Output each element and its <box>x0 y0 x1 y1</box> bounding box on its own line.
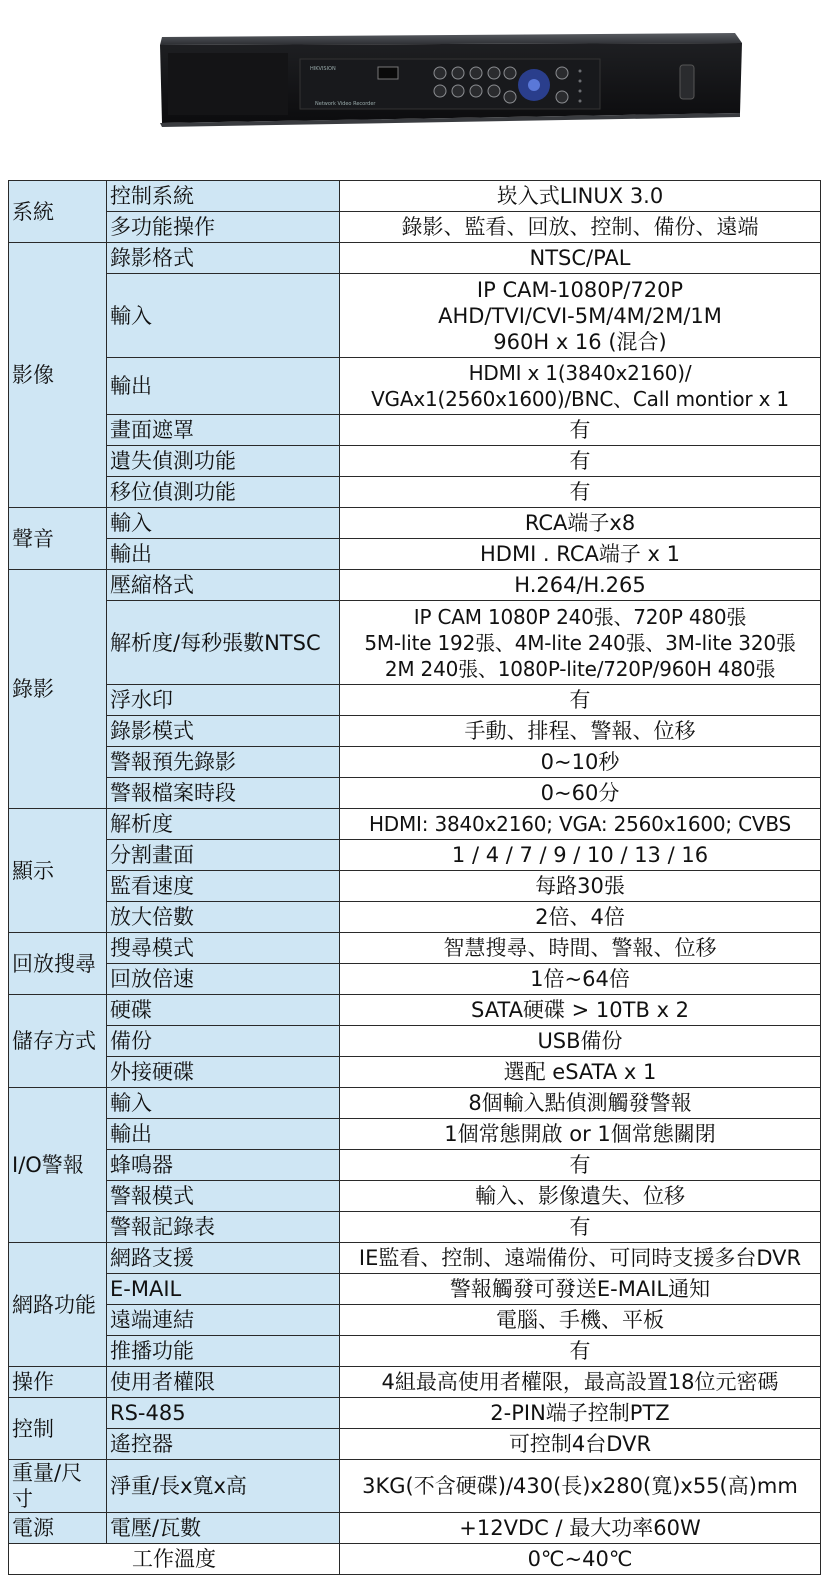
spec-row <box>9 933 821 964</box>
spec-category: 工作溫度 <box>9 1544 340 1575</box>
spec-value: 0~10秒 <box>340 747 821 778</box>
spec-value: IP CAM-1080P/720P AHD/TVI/CVI-5M/4M/2M/1M 960H x 16 (混合) <box>340 274 821 358</box>
spec-row <box>9 477 821 508</box>
spec-row <box>9 1544 821 1575</box>
spec-row <box>9 358 821 415</box>
spec-row <box>9 1088 821 1119</box>
spec-value: 警報觸發可發送E-MAIL通知 <box>340 1274 821 1305</box>
spec-item: 網路支援 <box>107 1243 340 1274</box>
spec-value: 有 <box>340 1336 821 1367</box>
spec-item: 輸入 <box>107 274 340 358</box>
spec-item: 監看速度 <box>107 871 340 902</box>
spec-category: 網路功能 <box>9 1243 107 1367</box>
spec-item: 解析度 <box>107 809 340 840</box>
spec-item: 輸入 <box>107 508 340 539</box>
spec-category: 聲音 <box>9 508 107 570</box>
spec-row <box>9 995 821 1026</box>
spec-item: 推播功能 <box>107 1336 340 1367</box>
spec-value: 1倍~64倍 <box>340 964 821 995</box>
spec-value: IP CAM 1080P 240張、720P 480張 5M-lite 192張、4M-lite 240張、3M-lite 320張 2M 240張、1080P-lite/720P/960H 480張 <box>340 601 821 685</box>
spec-item: 警報記錄表 <box>107 1212 340 1243</box>
brand-label: HIKVISION <box>310 66 336 72</box>
spec-row <box>9 415 821 446</box>
spec-row <box>9 840 821 871</box>
spec-row <box>9 243 821 274</box>
spec-value: HDMI: 3840x2160; VGA: 2560x1600; CVBS <box>340 809 821 840</box>
spec-value: 0~60分 <box>340 778 821 809</box>
spec-value: H.264/H.265 <box>340 570 821 601</box>
spec-category: 錄影 <box>9 570 107 809</box>
spec-value: 有 <box>340 1212 821 1243</box>
spec-value: +12VDC / 最大功率60W <box>340 1513 821 1544</box>
spec-row <box>9 1398 821 1429</box>
spec-item: 遙控器 <box>107 1429 340 1460</box>
spec-row <box>9 274 821 358</box>
spec-row <box>9 1057 821 1088</box>
spec-row <box>9 716 821 747</box>
spec-row <box>9 601 821 685</box>
spec-value: 0℃~40℃ <box>340 1544 821 1575</box>
spec-category: 重量/尺寸 <box>9 1460 107 1513</box>
spec-item: 輸出 <box>107 1119 340 1150</box>
spec-category: 操作 <box>9 1367 107 1398</box>
spec-item: 警報檔案時段 <box>107 778 340 809</box>
spec-item: 電壓/瓦數 <box>107 1513 340 1544</box>
spec-value: 選配 eSATA x 1 <box>340 1057 821 1088</box>
spec-category: I/O警報 <box>9 1088 107 1243</box>
spec-value: HDMI x 1(3840x2160)/ VGAx1(2560x1600)/BNC、Call montior x 1 <box>340 358 821 415</box>
spec-value: RCA端子x8 <box>340 508 821 539</box>
spec-value: 4組最高使用者權限，最高設置18位元密碼 <box>340 1367 821 1398</box>
spec-row <box>9 1305 821 1336</box>
spec-item: 放大倍數 <box>107 902 340 933</box>
spec-row <box>9 446 821 477</box>
spec-item: RS-485 <box>107 1398 340 1429</box>
spec-value: 8個輸入點偵測觸發警報 <box>340 1088 821 1119</box>
model-label: Network Video Recorder <box>315 101 376 107</box>
spec-row <box>9 570 821 601</box>
spec-value: 錄影、監看、回放、控制、備份、遠端 <box>340 212 821 243</box>
spec-item: 浮水印 <box>107 685 340 716</box>
spec-value: SATA硬碟 > 10TB x 2 <box>340 995 821 1026</box>
spec-item: 警報預先錄影 <box>107 747 340 778</box>
spec-item: 解析度/每秒張數NTSC <box>107 601 340 685</box>
spec-row <box>9 539 821 570</box>
spec-value: 智慧搜尋、時間、警報、位移 <box>340 933 821 964</box>
spec-item: 分割畫面 <box>107 840 340 871</box>
spec-category: 影像 <box>9 243 107 508</box>
spec-item: 搜尋模式 <box>107 933 340 964</box>
spec-item: 輸入 <box>107 1088 340 1119</box>
spec-item: 錄影模式 <box>107 716 340 747</box>
spec-value: HDMI . RCA端子 x 1 <box>340 539 821 570</box>
spec-item: 警報模式 <box>107 1181 340 1212</box>
spec-row <box>9 809 821 840</box>
spec-value: 手動、排程、警報、位移 <box>340 716 821 747</box>
spec-value: USB備份 <box>340 1026 821 1057</box>
spec-value: 有 <box>340 685 821 716</box>
spec-category: 儲存方式 <box>9 995 107 1088</box>
spec-value: 有 <box>340 446 821 477</box>
spec-category: 電源 <box>9 1513 107 1544</box>
spec-value: IE監看、控制、遠端備份、可同時支援多台DVR <box>340 1243 821 1274</box>
spec-value: 有 <box>340 477 821 508</box>
spec-category: 回放搜尋 <box>9 933 107 995</box>
spec-row <box>9 1513 821 1544</box>
spec-table <box>8 180 821 1575</box>
spec-value: 有 <box>340 415 821 446</box>
spec-category: 顯示 <box>9 809 107 933</box>
spec-row <box>9 1026 821 1057</box>
dvr-device-photo <box>150 25 750 135</box>
spec-item: 輸出 <box>107 539 340 570</box>
spec-row <box>9 1367 821 1398</box>
spec-row <box>9 871 821 902</box>
spec-value: NTSC/PAL <box>340 243 821 274</box>
spec-row <box>9 1243 821 1274</box>
spec-item: 多功能操作 <box>107 212 340 243</box>
spec-item: 外接硬碟 <box>107 1057 340 1088</box>
spec-item: 淨重/長x寬x高 <box>107 1460 340 1513</box>
spec-row <box>9 212 821 243</box>
spec-row <box>9 902 821 933</box>
spec-value: 有 <box>340 1150 821 1181</box>
spec-item: 遺失偵測功能 <box>107 446 340 477</box>
spec-row <box>9 1181 821 1212</box>
spec-item: 硬碟 <box>107 995 340 1026</box>
spec-category: 系統 <box>9 181 107 243</box>
spec-value: 1個常態開啟 or 1個常態關閉 <box>340 1119 821 1150</box>
spec-value: 可控制4台DVR <box>340 1429 821 1460</box>
spec-item: 畫面遮罩 <box>107 415 340 446</box>
spec-value: 2-PIN端子控制PTZ <box>340 1398 821 1429</box>
spec-item: 輸出 <box>107 358 340 415</box>
spec-value: 崁入式LINUX 3.0 <box>340 181 821 212</box>
spec-row <box>9 181 821 212</box>
spec-value: 每路30張 <box>340 871 821 902</box>
spec-row <box>9 1274 821 1305</box>
spec-item: 移位偵測功能 <box>107 477 340 508</box>
spec-item: 備份 <box>107 1026 340 1057</box>
spec-value: 3KG(不含硬碟)/430(長)x280(寬)x55(高)mm <box>340 1460 821 1513</box>
spec-item: E-MAIL <box>107 1274 340 1305</box>
spec-category: 控制 <box>9 1398 107 1460</box>
spec-value: 輸入、影像遺失、位移 <box>340 1181 821 1212</box>
spec-item: 壓縮格式 <box>107 570 340 601</box>
spec-row <box>9 1429 821 1460</box>
spec-value: 電腦、手機、平板 <box>340 1305 821 1336</box>
spec-row <box>9 685 821 716</box>
spec-row <box>9 508 821 539</box>
spec-value: 1 / 4 / 7 / 9 / 10 / 13 / 16 <box>340 840 821 871</box>
spec-row <box>9 964 821 995</box>
spec-item: 蜂鳴器 <box>107 1150 340 1181</box>
spec-item: 錄影格式 <box>107 243 340 274</box>
spec-row <box>9 1150 821 1181</box>
spec-row <box>9 1212 821 1243</box>
spec-row <box>9 1119 821 1150</box>
spec-row <box>9 1336 821 1367</box>
spec-row <box>9 747 821 778</box>
spec-row <box>9 778 821 809</box>
spec-item: 遠端連結 <box>107 1305 340 1336</box>
spec-row <box>9 1460 821 1513</box>
spec-item: 控制系統 <box>107 181 340 212</box>
spec-value: 2倍、4倍 <box>340 902 821 933</box>
spec-item: 回放倍速 <box>107 964 340 995</box>
spec-item: 使用者權限 <box>107 1367 340 1398</box>
